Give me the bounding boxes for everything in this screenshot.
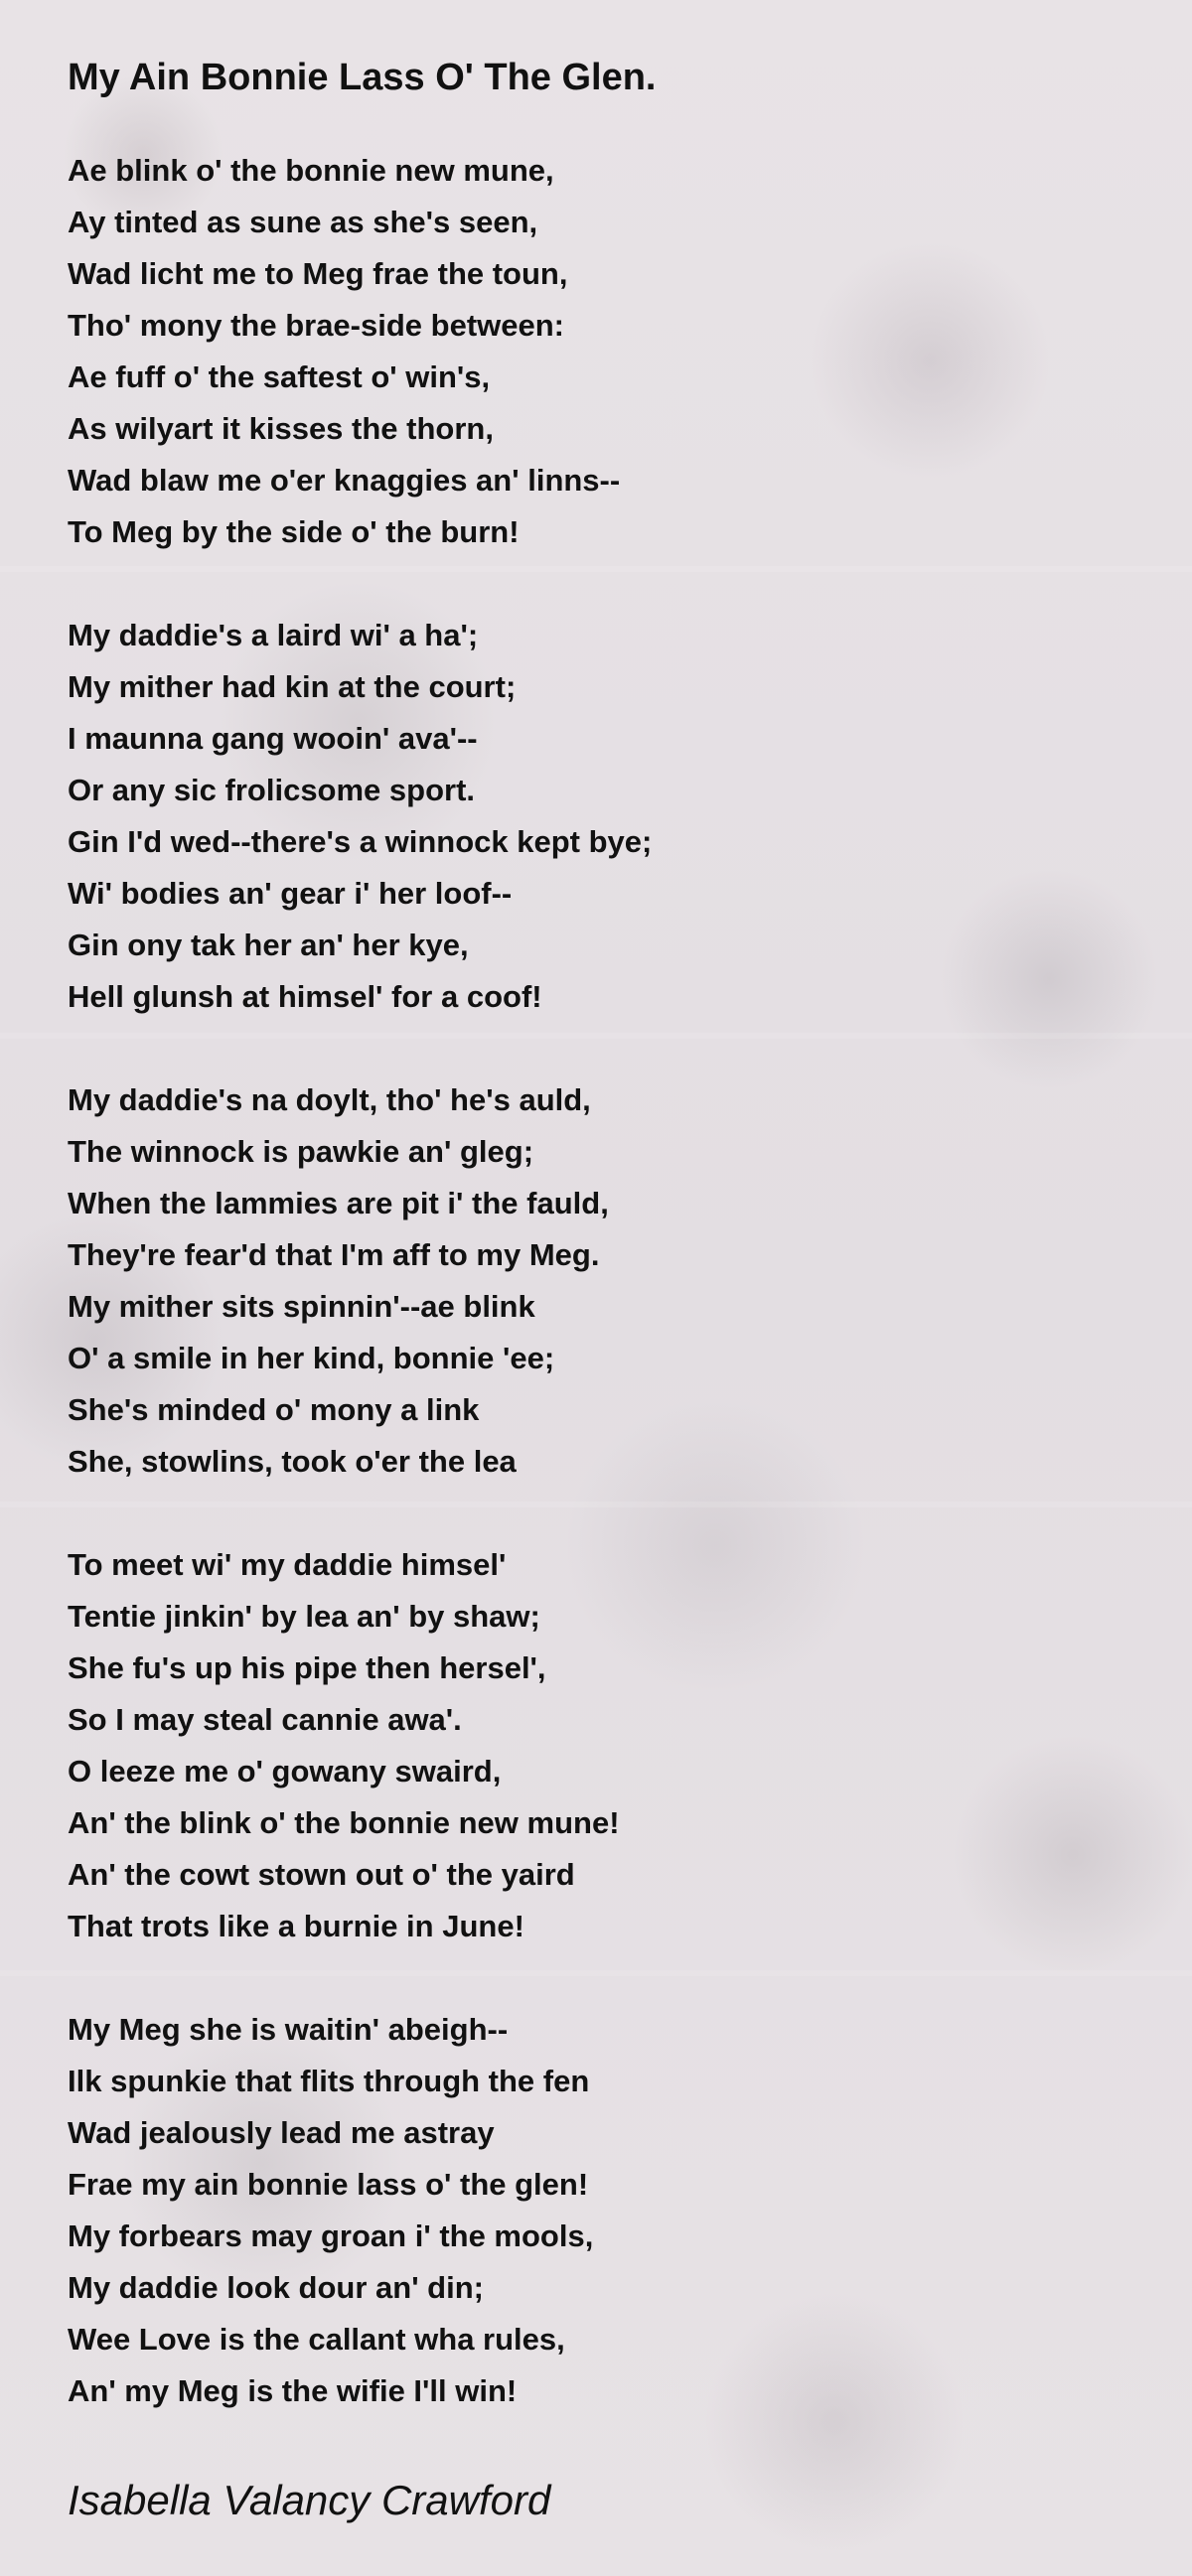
poem-line: When the lammies are pit i' the fauld, <box>68 1186 609 1220</box>
poem-line: She, stowlins, took o'er the lea <box>68 1444 517 1479</box>
poem-line: My daddie's a laird wi' a ha'; <box>68 618 479 652</box>
poem-line: My Meg she is waitin' abeigh-- <box>68 2012 509 2047</box>
poem-line: Wad blaw me o'er knaggies an' linns-- <box>68 463 621 498</box>
poem-line: Tentie jinkin' by lea an' by shaw; <box>68 1599 540 1634</box>
poem-line: Ae fuff o' the saftest o' win's, <box>68 359 491 394</box>
poem-line: My forbears may groan i' the mools, <box>68 2218 594 2253</box>
poem-line: Ae blink o' the bonnie new mune, <box>68 153 554 188</box>
poem-line: Wad jealously lead me astray <box>68 2115 495 2150</box>
poem-line: O' a smile in her kind, bonnie 'ee; <box>68 1341 555 1375</box>
poem-line: Gin ony tak her an' her kye, <box>68 928 469 962</box>
poem-line: They're fear'd that I'm aff to my Meg. <box>68 1237 600 1272</box>
stanza-4 <box>68 1539 1140 1952</box>
poem-author: Isabella Valancy Crawford <box>68 2477 551 2523</box>
stanza-1 <box>68 145 1140 558</box>
poem-line: Hell glunsh at himsel' for a coof! <box>68 979 542 1014</box>
poem-line: An' the blink o' the bonnie new mune! <box>68 1805 620 1840</box>
poem-line: She fu's up his pipe then hersel', <box>68 1650 546 1685</box>
stanza-2 <box>68 610 1140 1023</box>
poem-line: That trots like a burnie in June! <box>68 1909 524 1943</box>
poem-line: To meet wi' my daddie himsel' <box>68 1547 507 1582</box>
poem-line: My mither sits spinnin'--ae blink <box>68 1289 535 1324</box>
poem-line: Wee Love is the callant wha rules, <box>68 2322 565 2357</box>
poem-stanzas <box>68 145 1140 2417</box>
poem-line: My daddie's na doylt, tho' he's auld, <box>68 1082 591 1117</box>
poem-title: My Ain Bonnie Lass O' The Glen. <box>68 57 657 98</box>
poem-line: She's minded o' mony a link <box>68 1392 480 1427</box>
poem-line: My daddie look dour an' din; <box>68 2270 484 2305</box>
poem-line: An' my Meg is the wifie I'll win! <box>68 2373 518 2408</box>
poem-line: Gin I'd wed--there's a winnock kept bye; <box>68 824 653 859</box>
poem-line: Ilk spunkie that flits through the fen <box>68 2064 590 2098</box>
poem-line: Wi' bodies an' gear i' her loof-- <box>68 876 513 911</box>
poem-line: So I may steal cannie awa'. <box>68 1702 462 1737</box>
poem-line: Frae my ain bonnie lass o' the glen! <box>68 2167 589 2202</box>
poem-line: O leeze me o' gowany swaird, <box>68 1754 502 1789</box>
poem-line: To Meg by the side o' the burn! <box>68 514 520 549</box>
poem-line: Or any sic frolicsome sport. <box>68 773 476 807</box>
poem-line: As wilyart it kisses the thorn, <box>68 411 494 446</box>
poem-body <box>68 48 1140 2469</box>
poem-line: An' the cowt stown out o' the yaird <box>68 1857 575 1892</box>
poem-line: Wad licht me to Meg frae the toun, <box>68 256 568 291</box>
poem-line: Ay tinted as sune as she's seen, <box>68 205 538 239</box>
poem-line: My mither had kin at the court; <box>68 669 517 704</box>
stanza-3 <box>68 1074 1140 1488</box>
poem-line: Tho' mony the brae-side between: <box>68 308 564 343</box>
poem-line: The winnock is pawkie an' gleg; <box>68 1134 534 1169</box>
stanza-5 <box>68 2004 1140 2417</box>
poem-line: I maunna gang wooin' ava'-- <box>68 721 478 756</box>
